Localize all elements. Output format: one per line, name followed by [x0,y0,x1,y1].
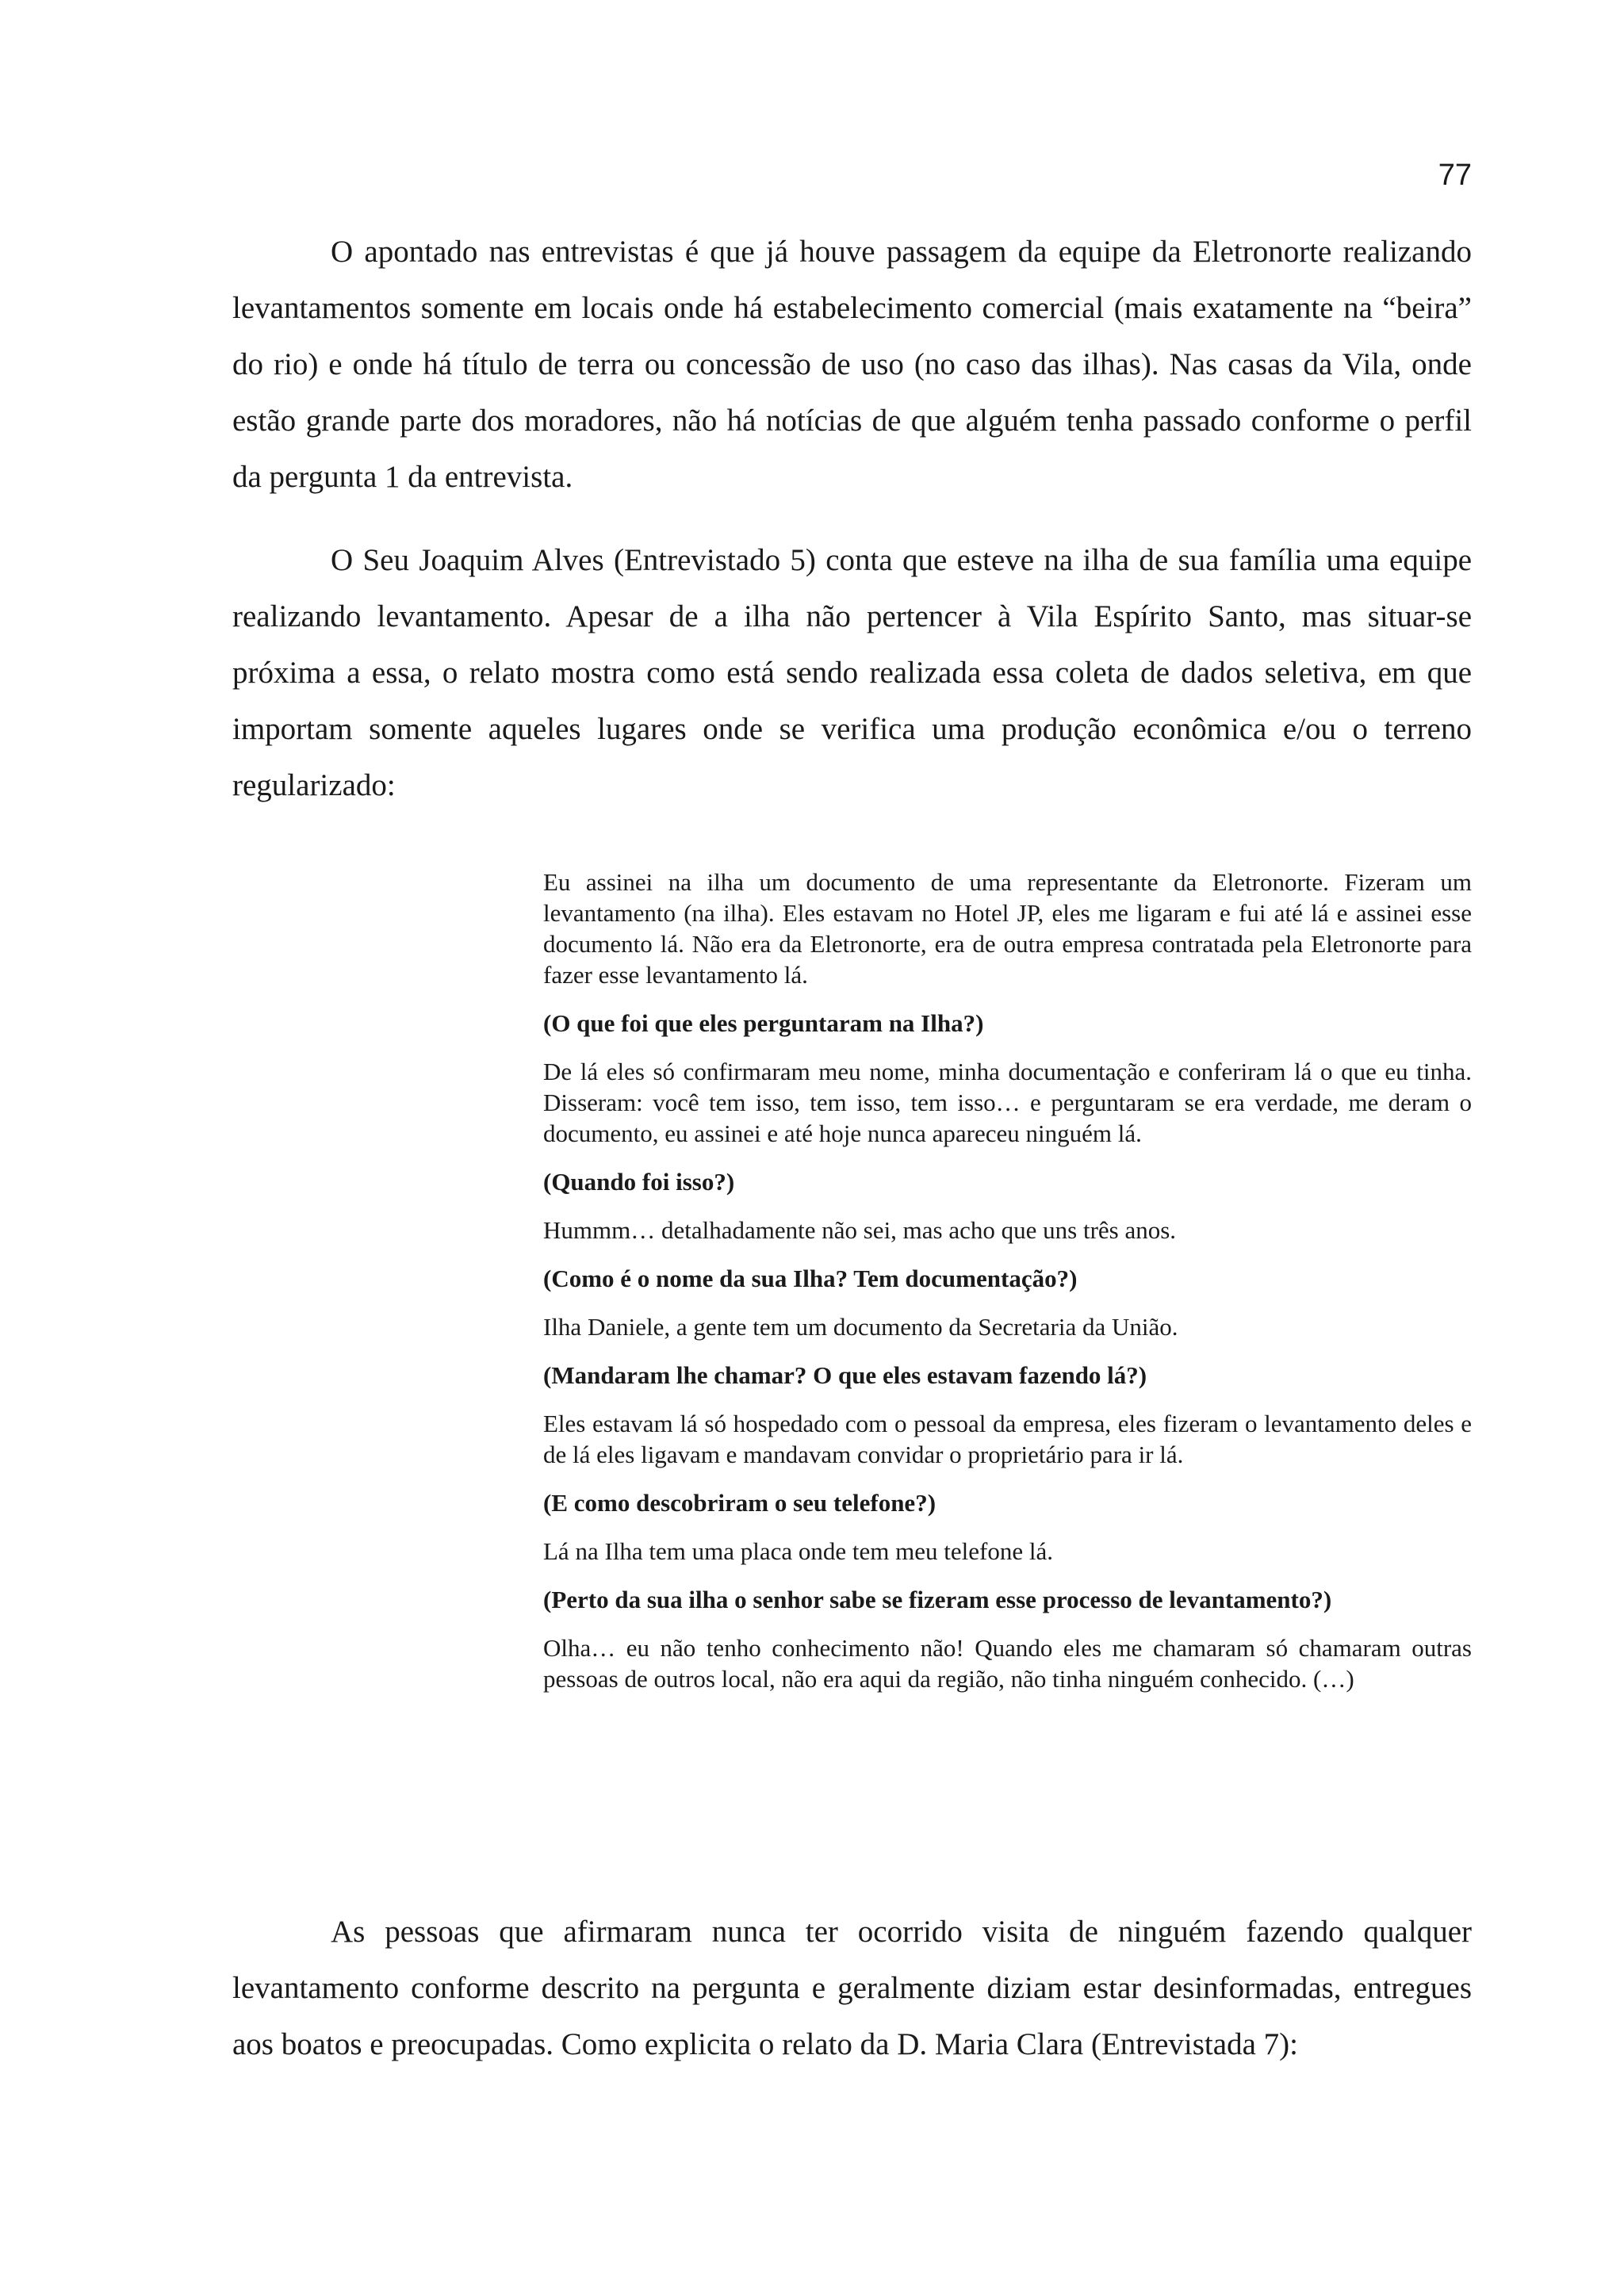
interview-quote-block [543,867,1472,1712]
interview-question: (Quando foi isso?) [543,1168,735,1196]
body-paragraph-2: O Seu Joaquim Alves (Entrevistado 5) conta que esteve na ilha de sua família uma equipe realizando levantamento. Apesar de a ilha não pertencer à Vila Espírito Santo, mas situar-se próxima a essa, o relato mostra como está sendo realizada essa coleta de dados seletiva, em que importam somente aqueles lugares onde se verifica uma produção econômica e/ou o terreno regularizado: [232,543,1472,802]
interview-answer: Lá na Ilha tem uma placa onde tem meu telefone lá. [543,1537,1053,1565]
interview-answer: Ilha Daniele, a gente tem um documento da Secretaria da União. [543,1313,1178,1341]
interview-answer: Eles estavam lá só hospedado com o pessoal da empresa, eles fizeram o levantamento deles e de lá eles ligavam e mandavam convidar o proprietário para ir lá. [543,1410,1472,1468]
interview-question: (Perto da sua ilha o senhor sabe se fizeram esse processo de levantamento?) [543,1586,1332,1613]
interview-answer: Olha… eu não tenho conhecimento não! Quando eles me chamaram só chamaram outras pessoas de outros local, não era aqui da região, não tinha ninguém conhecido. (…) [543,1634,1472,1693]
interview-answer: Eu assinei na ilha um documento de uma representante da Eletronorte. Fizeram um levantamento (na ilha). Eles estavam no Hotel JP, eles me ligaram e fui até lá e assinei esse documento lá. Não era da Eletronorte, era de outra empresa contratada pela Eletronorte para fazer esse levantamento lá. [543,868,1472,989]
interview-question: (E como descobriram o seu telefone?) [543,1489,936,1517]
interview-answer: Hummm… detalhadamente não sei, mas acho que uns três anos. [543,1216,1177,1244]
body-paragraph-3: As pessoas que afirmaram nunca ter ocorrido visita de ninguém fazendo qualquer levantamento conforme descrito na pergunta e geralmente diziam estar desinformadas, entregues aos boatos e preocupadas. Como explicita o relato da D. Maria Clara (Entrevistada 7): [232,1915,1472,2061]
interview-question: (Mandaram lhe chamar? O que eles estavam fazendo lá?) [543,1361,1147,1389]
interview-question: (O que foi que eles perguntaram na Ilha?) [543,1009,984,1037]
interview-answer: De lá eles só confirmaram meu nome, minha documentação e conferiram lá o que eu tinha. Disseram: você tem isso, tem isso, tem isso… e perguntaram se era verdade, me deram o documento, eu assinei e até hoje nunca apareceu ninguém lá. [543,1058,1472,1147]
body-paragraph-1: O apontado nas entrevistas é que já houve passagem da equipe da Eletronorte realizando levantamentos somente em locais onde há estabelecimento comercial (mais exatamente na “beira” do rio) e onde há título de terra ou concessão de uso (no caso das ilhas). Nas casas da Vila, onde estão grande parte dos moradores, não há notícias de que alguém tenha passado conforme o perfil da pergunta 1 da entrevista. [232,235,1472,494]
interview-question: (Como é o nome da sua Ilha? Tem documentação?) [543,1265,1078,1292]
page-number: 77 [1438,159,1472,192]
